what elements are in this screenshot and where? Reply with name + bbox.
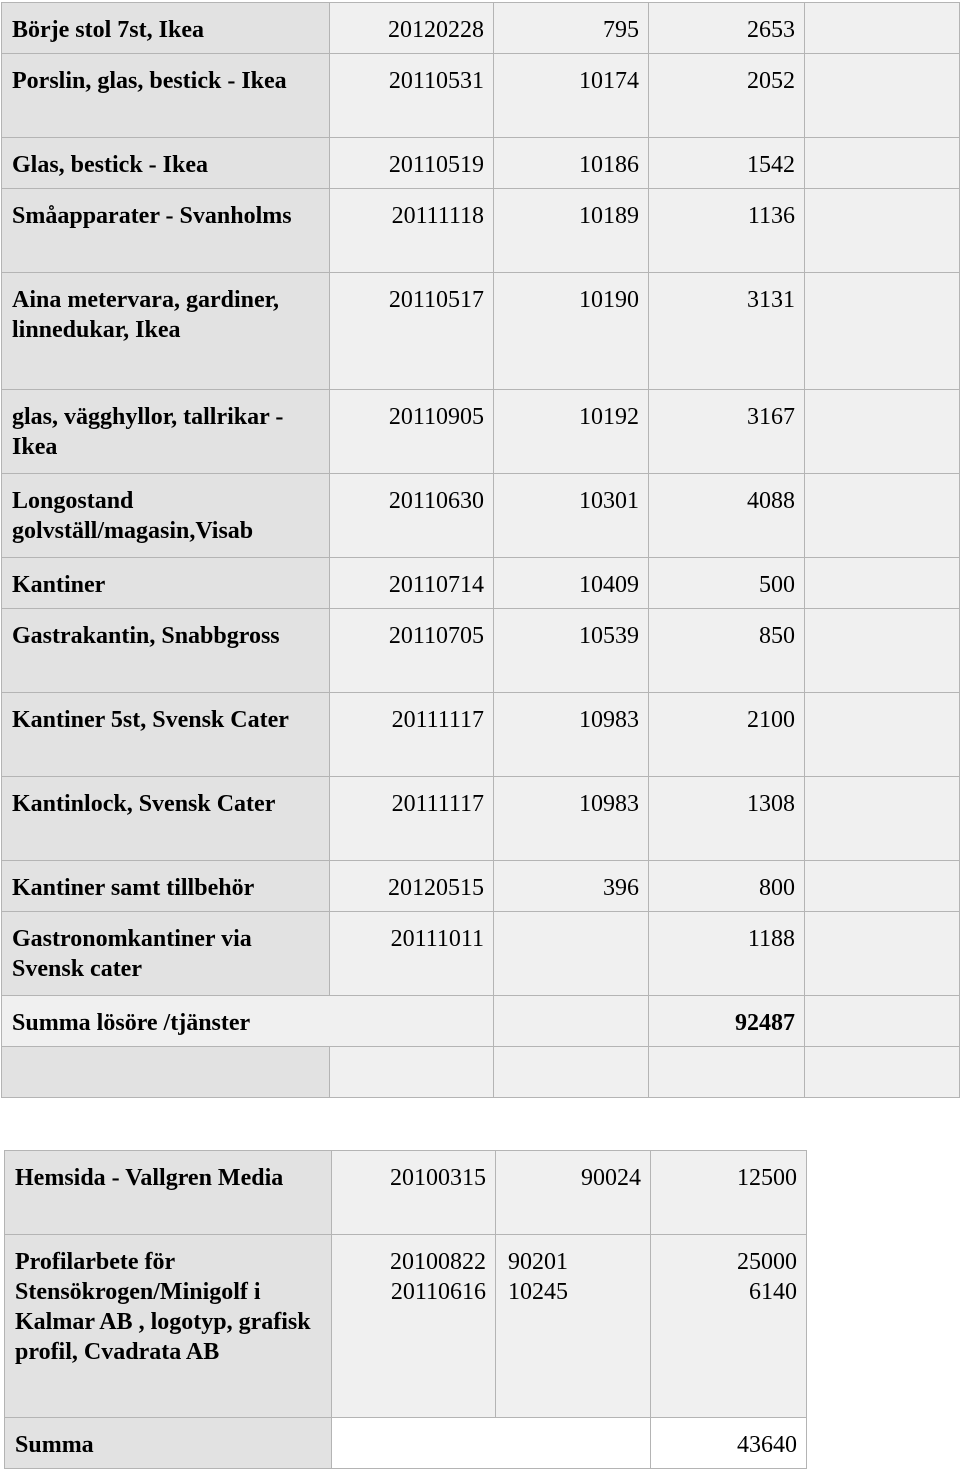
empty-cell <box>805 861 960 912</box>
item-description: Småapparater - Svanholms <box>2 189 330 273</box>
empty-cell <box>805 273 960 390</box>
item-date: 20110905 <box>330 390 494 474</box>
table-row <box>2 777 960 861</box>
item-amounts <box>651 1235 807 1418</box>
item-date: 20110630 <box>330 474 494 558</box>
empty-cell <box>805 474 960 558</box>
item-date: 20120515 <box>330 861 494 912</box>
item-amount: 2100 <box>649 693 805 777</box>
item-description: Porslin, glas, bestick - Ikea <box>2 54 330 138</box>
item-voucher: 10983 <box>494 777 649 861</box>
empty-cell <box>805 912 960 996</box>
total-row <box>2 996 960 1047</box>
item-description: Kantinlock, Svensk Cater <box>2 777 330 861</box>
empty-cell <box>2 1047 330 1098</box>
item-voucher: 10409 <box>494 558 649 609</box>
empty-cell <box>805 390 960 474</box>
total-label: Summa <box>5 1418 332 1469</box>
item-date: 20110531 <box>330 54 494 138</box>
item-date: 20110519 <box>330 138 494 189</box>
table-row <box>5 1235 807 1418</box>
table-row <box>2 138 960 189</box>
item-description: Gastronomkantiner via Svensk cater <box>2 912 330 996</box>
empty-row <box>2 1047 960 1098</box>
item-amount: 500 <box>649 558 805 609</box>
item-voucher: 10186 <box>494 138 649 189</box>
table-row <box>2 558 960 609</box>
table-row <box>2 54 960 138</box>
empty-cell <box>805 3 960 54</box>
item-description: Kantiner <box>2 558 330 609</box>
item-voucher: 396 <box>494 861 649 912</box>
empty-cell <box>805 1047 960 1098</box>
item-amount: 3167 <box>649 390 805 474</box>
item-voucher: 10539 <box>494 609 649 693</box>
item-description: Glas, bestick - Ikea <box>2 138 330 189</box>
table-row <box>2 390 960 474</box>
item-voucher: 10189 <box>494 189 649 273</box>
table-row <box>2 474 960 558</box>
item-amount: 2653 <box>649 3 805 54</box>
table-row <box>2 189 960 273</box>
empty-cell <box>649 1047 805 1098</box>
item-amount: 1136 <box>649 189 805 273</box>
item-amount: 6140 <box>749 1279 797 1305</box>
table-row <box>2 609 960 693</box>
item-amount: 1188 <box>649 912 805 996</box>
item-amount: 1542 <box>649 138 805 189</box>
item-description: Hemsida - Vallgren Media <box>5 1151 332 1235</box>
item-date: 20110714 <box>330 558 494 609</box>
item-voucher: 90201 <box>508 1249 568 1275</box>
table-row <box>2 693 960 777</box>
item-date: 20111011 <box>330 912 494 996</box>
table-row <box>5 1151 807 1235</box>
item-description: Kantiner samt tillbehör <box>2 861 330 912</box>
item-amount: 1308 <box>649 777 805 861</box>
item-date: 20110705 <box>330 609 494 693</box>
item-amount: 850 <box>649 609 805 693</box>
item-date: 20111117 <box>330 693 494 777</box>
assets-table <box>1 2 960 1098</box>
item-date: 20111118 <box>330 189 494 273</box>
item-date: 20110517 <box>330 273 494 390</box>
item-description: Aina metervara, gardiner, linnedukar, Ikea <box>2 273 330 390</box>
item-voucher: 90024 <box>496 1151 651 1235</box>
item-description: Börje stol 7st, Ikea <box>2 3 330 54</box>
table-row <box>2 912 960 996</box>
empty-cell <box>805 609 960 693</box>
empty-cell <box>494 996 649 1047</box>
item-voucher: 10301 <box>494 474 649 558</box>
empty-cell <box>332 1418 651 1469</box>
item-description: Kantiner 5st, Svensk Cater <box>2 693 330 777</box>
item-voucher: 795 <box>494 3 649 54</box>
item-voucher: 10245 <box>508 1279 568 1305</box>
item-vouchers <box>496 1235 651 1418</box>
item-description: Longostand golvställ/magasin,Visab <box>2 474 330 558</box>
item-description: Gastrakantin, Snabbgross <box>2 609 330 693</box>
empty-cell <box>805 777 960 861</box>
item-amount: 800 <box>649 861 805 912</box>
item-date: 20100315 <box>332 1151 496 1235</box>
item-dates <box>332 1235 496 1418</box>
table-row <box>2 861 960 912</box>
item-voucher <box>494 912 649 996</box>
item-amount: 3131 <box>649 273 805 390</box>
services-table <box>4 1150 807 1469</box>
item-amount: 12500 <box>651 1151 807 1235</box>
total-amount: 43640 <box>651 1418 807 1469</box>
item-voucher: 10174 <box>494 54 649 138</box>
empty-cell <box>805 138 960 189</box>
item-amount: 25000 <box>737 1249 797 1275</box>
item-description: Profilarbete för Stensökrogen/Minigolf i Kalmar AB , logotyp, grafisk profil, Cvadrata AB <box>5 1235 332 1418</box>
table-row <box>2 273 960 390</box>
item-voucher: 10983 <box>494 693 649 777</box>
table-row <box>2 3 960 54</box>
empty-cell <box>805 996 960 1047</box>
item-date: 20120228 <box>330 3 494 54</box>
total-label: Summa lösöre /tjänster <box>2 996 494 1047</box>
empty-cell <box>805 54 960 138</box>
empty-cell <box>494 1047 649 1098</box>
item-date: 20110616 <box>390 1279 486 1305</box>
item-amount: 2052 <box>649 54 805 138</box>
empty-cell <box>805 189 960 273</box>
item-amount: 4088 <box>649 474 805 558</box>
item-description: glas, vägghyllor, tallrikar - Ikea <box>2 390 330 474</box>
total-amount: 92487 <box>649 996 805 1047</box>
item-voucher: 10192 <box>494 390 649 474</box>
item-date: 20111117 <box>330 777 494 861</box>
item-voucher: 10190 <box>494 273 649 390</box>
item-date: 20100822 <box>390 1249 486 1275</box>
empty-cell <box>330 1047 494 1098</box>
empty-cell <box>805 693 960 777</box>
empty-cell <box>805 558 960 609</box>
total-row <box>5 1418 807 1469</box>
